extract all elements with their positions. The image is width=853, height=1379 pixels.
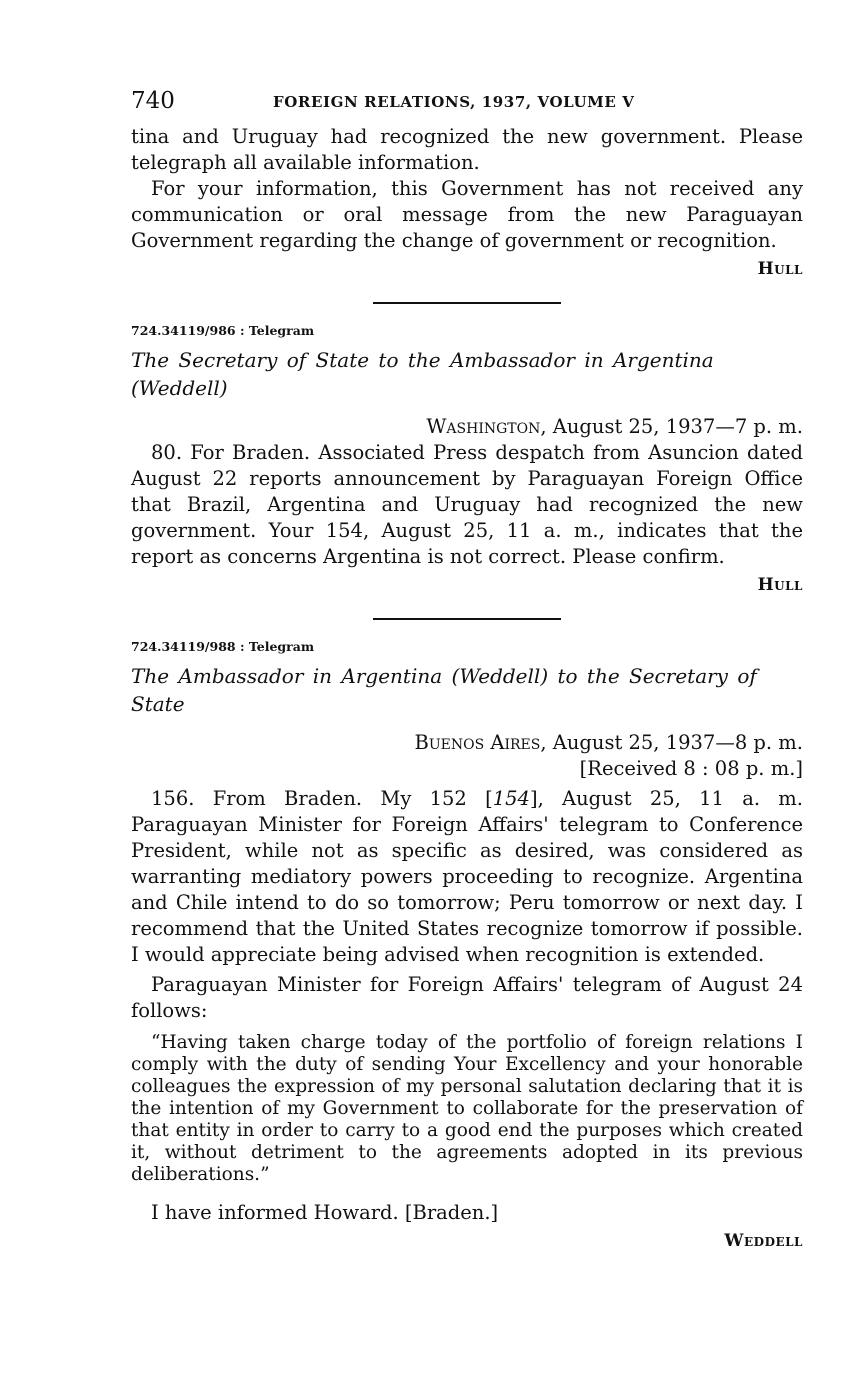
intro-paragraph-2: For your information, this Government has not received any communication or oral message from the new Paraguayan Government regarding the change of government or recognition. <box>131 177 803 252</box>
intro-signature: Hull <box>757 259 803 279</box>
doc2-signature: Weddell <box>724 1231 803 1251</box>
doc2-dateline-date: , August 25, 1937—8 p. m. <box>540 731 803 754</box>
running-title: FOREIGN RELATIONS, 1937, VOLUME V <box>273 93 635 111</box>
doc1-file-id: 724.34119/986 : Telegram <box>131 323 315 338</box>
doc1-signature: Hull <box>757 575 803 595</box>
doc2-dateline-place: Buenos Aires <box>414 731 541 754</box>
doc1-dateline <box>131 414 803 440</box>
doc1-body: 80. For Braden. Associated Press despatch from Asuncion dated August 22 reports announcement by Paraguayan Foreign Office that Brazil, Argentina and Uruguay had recognized the new government. Your 154, August 25, 11 a. m., indicates that the report as concerns Argentina is not correct. Please confirm. <box>131 441 803 568</box>
intro-paragraph-1: tina and Uruguay had recognized the new government. Please telegraph all available information. <box>131 125 803 174</box>
section-divider-1 <box>373 302 561 304</box>
page-header <box>131 88 803 124</box>
doc2-body-correction: 154 <box>492 787 530 810</box>
doc2-body-rest: ], August 25, 11 a. m. Paraguayan Minister for Foreign Affairs' telegram to Conference President, while not as specific as desired, was considered as warranting mediatory powers proceeding to recognize. Argentina and Chile intend to do so tomorrow; Peru tomorrow or next day. I recommend that the United States recognize tomorrow if possible. I would appreciate being advised when recognition is extended. <box>131 787 803 966</box>
doc2-received: [Received 8 : 08 p. m.] <box>579 757 803 780</box>
doc2-body-start: 156. From Braden. My 152 [ <box>151 787 493 810</box>
doc2-file-id: 724.34119/988 : Telegram <box>131 639 315 654</box>
doc2-paragraph-2: Paraguayan Minister for Foreign Affairs' telegram of August 24 follows: <box>131 973 803 1022</box>
document-page <box>131 88 803 1254</box>
doc2-dateline <box>131 730 803 756</box>
section-divider-2 <box>373 618 561 620</box>
doc1-title: The Secretary of State to the Ambassador in Argentina (Weddell) <box>131 348 714 400</box>
doc2-paragraph-3: I have informed Howard. [Braden.] <box>151 1201 499 1224</box>
doc2-quoted-telegram: “Having taken charge today of the portfolio of foreign relations I comply with the duty of sending Your Excellency and your honorable colleagues the expression of my personal salutation declaring that it is the intention of my Government to collaborate for the preservation of that entity in order to carry to a good end the purposes which created it, without detriment to the agreements adopted in its previous deliberations.” <box>131 1032 803 1185</box>
page-number: 740 <box>131 88 175 114</box>
doc2-title: The Ambassador in Argentina (Weddell) to the Secretary of State <box>131 664 757 716</box>
doc2-body <box>131 786 803 968</box>
doc1-dateline-place: Washington <box>426 415 541 438</box>
doc1-dateline-date: , August 25, 1937—7 p. m. <box>540 415 803 438</box>
